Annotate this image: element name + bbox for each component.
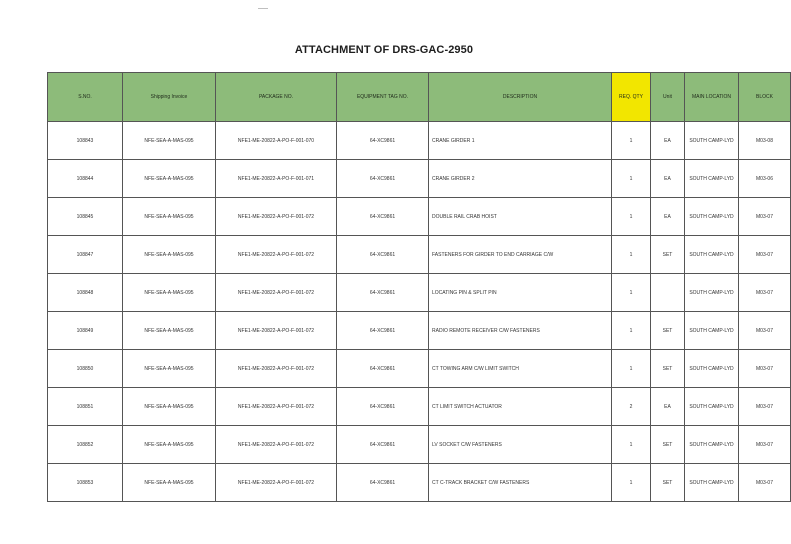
- scan-mark: [258, 8, 268, 9]
- header-description: DESCRIPTION: [429, 73, 612, 122]
- cell-sno: 108848: [48, 274, 123, 312]
- cell-req-qty: 1: [612, 350, 651, 388]
- cell-shipping-invoice: NFE-SEA-A-MAS-095: [123, 426, 216, 464]
- cell-description: CRANE GIRDER 2: [429, 160, 612, 198]
- cell-package-no: NFE1-ME-20822-A-PO-F-001-072: [216, 236, 337, 274]
- cell-unit: [651, 274, 685, 312]
- cell-shipping-invoice: NFE-SEA-A-MAS-095: [123, 236, 216, 274]
- cell-unit: EA: [651, 198, 685, 236]
- cell-equipment-tag: 64-XC9861: [337, 198, 429, 236]
- cell-sno: 108845: [48, 198, 123, 236]
- table-row: [48, 312, 791, 350]
- header-block: BLOCK: [739, 73, 791, 122]
- cell-equipment-tag: 64-XC9861: [337, 160, 429, 198]
- cell-req-qty: 1: [612, 312, 651, 350]
- cell-block: M03-07: [739, 464, 791, 502]
- attachment-table: [47, 72, 791, 502]
- header-unit: Unit: [651, 73, 685, 122]
- cell-shipping-invoice: NFE-SEA-A-MAS-095: [123, 312, 216, 350]
- cell-block: M03-07: [739, 274, 791, 312]
- cell-block: M03-07: [739, 312, 791, 350]
- cell-sno: 108849: [48, 312, 123, 350]
- cell-main-location: SOUTH CAMP-LYD: [685, 350, 739, 388]
- cell-sno: 108850: [48, 350, 123, 388]
- cell-main-location: SOUTH CAMP-LYD: [685, 464, 739, 502]
- cell-description: FASTENERS FOR GIRDER TO END CARRIAGE C/W: [429, 236, 612, 274]
- cell-package-no: NFE1-ME-20822-A-PO-F-001-072: [216, 388, 337, 426]
- header-equipment-tag: EQUIPMENT TAG NO.: [337, 73, 429, 122]
- cell-req-qty: 1: [612, 274, 651, 312]
- cell-unit: EA: [651, 122, 685, 160]
- cell-req-qty: 1: [612, 236, 651, 274]
- cell-req-qty: 1: [612, 464, 651, 502]
- cell-package-no: NFE1-ME-20822-A-PO-F-001-072: [216, 350, 337, 388]
- cell-shipping-invoice: NFE-SEA-A-MAS-095: [123, 274, 216, 312]
- cell-equipment-tag: 64-XC9861: [337, 312, 429, 350]
- cell-package-no: NFE1-ME-20822-A-PO-F-001-072: [216, 312, 337, 350]
- cell-equipment-tag: 64-XC9861: [337, 274, 429, 312]
- cell-main-location: SOUTH CAMP-LYD: [685, 274, 739, 312]
- cell-main-location: SOUTH CAMP-LYD: [685, 122, 739, 160]
- cell-shipping-invoice: NFE-SEA-A-MAS-095: [123, 198, 216, 236]
- table-header-row: [48, 73, 791, 122]
- cell-unit: SET: [651, 426, 685, 464]
- cell-package-no: NFE1-ME-20822-A-PO-F-001-070: [216, 122, 337, 160]
- cell-sno: 108852: [48, 426, 123, 464]
- header-shipping-invoice: Shipping Invoice: [123, 73, 216, 122]
- cell-package-no: NFE1-ME-20822-A-PO-F-001-072: [216, 198, 337, 236]
- cell-package-no: NFE1-ME-20822-A-PO-F-001-072: [216, 464, 337, 502]
- header-sno: S.NO.: [48, 73, 123, 122]
- cell-equipment-tag: 64-XC9861: [337, 236, 429, 274]
- cell-shipping-invoice: NFE-SEA-A-MAS-095: [123, 122, 216, 160]
- table-row: [48, 160, 791, 198]
- table-row: [48, 122, 791, 160]
- cell-main-location: SOUTH CAMP-LYD: [685, 160, 739, 198]
- page-title: ATTACHMENT OF DRS-GAC-2950: [294, 44, 474, 56]
- cell-shipping-invoice: NFE-SEA-A-MAS-095: [123, 350, 216, 388]
- cell-req-qty: 1: [612, 122, 651, 160]
- cell-description: CRANE GIRDER 1: [429, 122, 612, 160]
- cell-main-location: SOUTH CAMP-LYD: [685, 312, 739, 350]
- cell-req-qty: 2: [612, 388, 651, 426]
- cell-equipment-tag: 64-XC9861: [337, 388, 429, 426]
- table-row: [48, 236, 791, 274]
- cell-main-location: SOUTH CAMP-LYD: [685, 198, 739, 236]
- cell-block: M03-07: [739, 350, 791, 388]
- cell-package-no: NFE1-ME-20822-A-PO-F-001-071: [216, 160, 337, 198]
- table-row: [48, 464, 791, 502]
- cell-equipment-tag: 64-XC9861: [337, 464, 429, 502]
- cell-req-qty: 1: [612, 198, 651, 236]
- cell-sno: 108844: [48, 160, 123, 198]
- table-row: [48, 274, 791, 312]
- cell-unit: EA: [651, 160, 685, 198]
- table-row: [48, 388, 791, 426]
- cell-shipping-invoice: NFE-SEA-A-MAS-095: [123, 388, 216, 426]
- header-req-qty: REQ. QTY: [612, 73, 651, 122]
- cell-unit: EA: [651, 388, 685, 426]
- cell-description: CT LIMIT SWITCH ACTUATOR: [429, 388, 612, 426]
- table-header: [48, 73, 791, 122]
- cell-sno: 108847: [48, 236, 123, 274]
- cell-req-qty: 1: [612, 426, 651, 464]
- cell-block: M03-07: [739, 426, 791, 464]
- cell-equipment-tag: 64-XC9861: [337, 122, 429, 160]
- table-body: [48, 122, 791, 502]
- cell-description: LV SOCKET C/W FASTENERS: [429, 426, 612, 464]
- cell-sno: 108851: [48, 388, 123, 426]
- cell-description: DOUBLE RAIL CRAB HOIST: [429, 198, 612, 236]
- cell-main-location: SOUTH CAMP-LYD: [685, 426, 739, 464]
- cell-description: CT C-TRACK BRACKET C/W FASTENERS: [429, 464, 612, 502]
- cell-shipping-invoice: NFE-SEA-A-MAS-095: [123, 160, 216, 198]
- table-row: [48, 198, 791, 236]
- cell-equipment-tag: 64-XC9861: [337, 350, 429, 388]
- cell-description: RADIO REMOTE RECEIVER C/W FASTENERS: [429, 312, 612, 350]
- cell-main-location: SOUTH CAMP-LYD: [685, 236, 739, 274]
- cell-block: M03-06: [739, 160, 791, 198]
- table-row: [48, 350, 791, 388]
- cell-block: M03-08: [739, 122, 791, 160]
- cell-sno: 108843: [48, 122, 123, 160]
- header-main-location: MAIN LOCATION: [685, 73, 739, 122]
- cell-unit: SET: [651, 236, 685, 274]
- cell-description: LOCATING PIN & SPLIT PIN: [429, 274, 612, 312]
- cell-sno: 108853: [48, 464, 123, 502]
- cell-unit: SET: [651, 464, 685, 502]
- cell-req-qty: 1: [612, 160, 651, 198]
- cell-unit: SET: [651, 350, 685, 388]
- cell-equipment-tag: 64-XC9861: [337, 426, 429, 464]
- cell-block: M03-07: [739, 198, 791, 236]
- cell-description: CT TOWING ARM C/W LIMIT SWITCH: [429, 350, 612, 388]
- cell-main-location: SOUTH CAMP-LYD: [685, 388, 739, 426]
- cell-shipping-invoice: NFE-SEA-A-MAS-095: [123, 464, 216, 502]
- cell-block: M03-07: [739, 236, 791, 274]
- header-package-no: PACKAGE NO.: [216, 73, 337, 122]
- cell-package-no: NFE1-ME-20822-A-PO-F-001-072: [216, 426, 337, 464]
- table-row: [48, 426, 791, 464]
- cell-package-no: NFE1-ME-20822-A-PO-F-001-072: [216, 274, 337, 312]
- cell-block: M03-07: [739, 388, 791, 426]
- cell-unit: SET: [651, 312, 685, 350]
